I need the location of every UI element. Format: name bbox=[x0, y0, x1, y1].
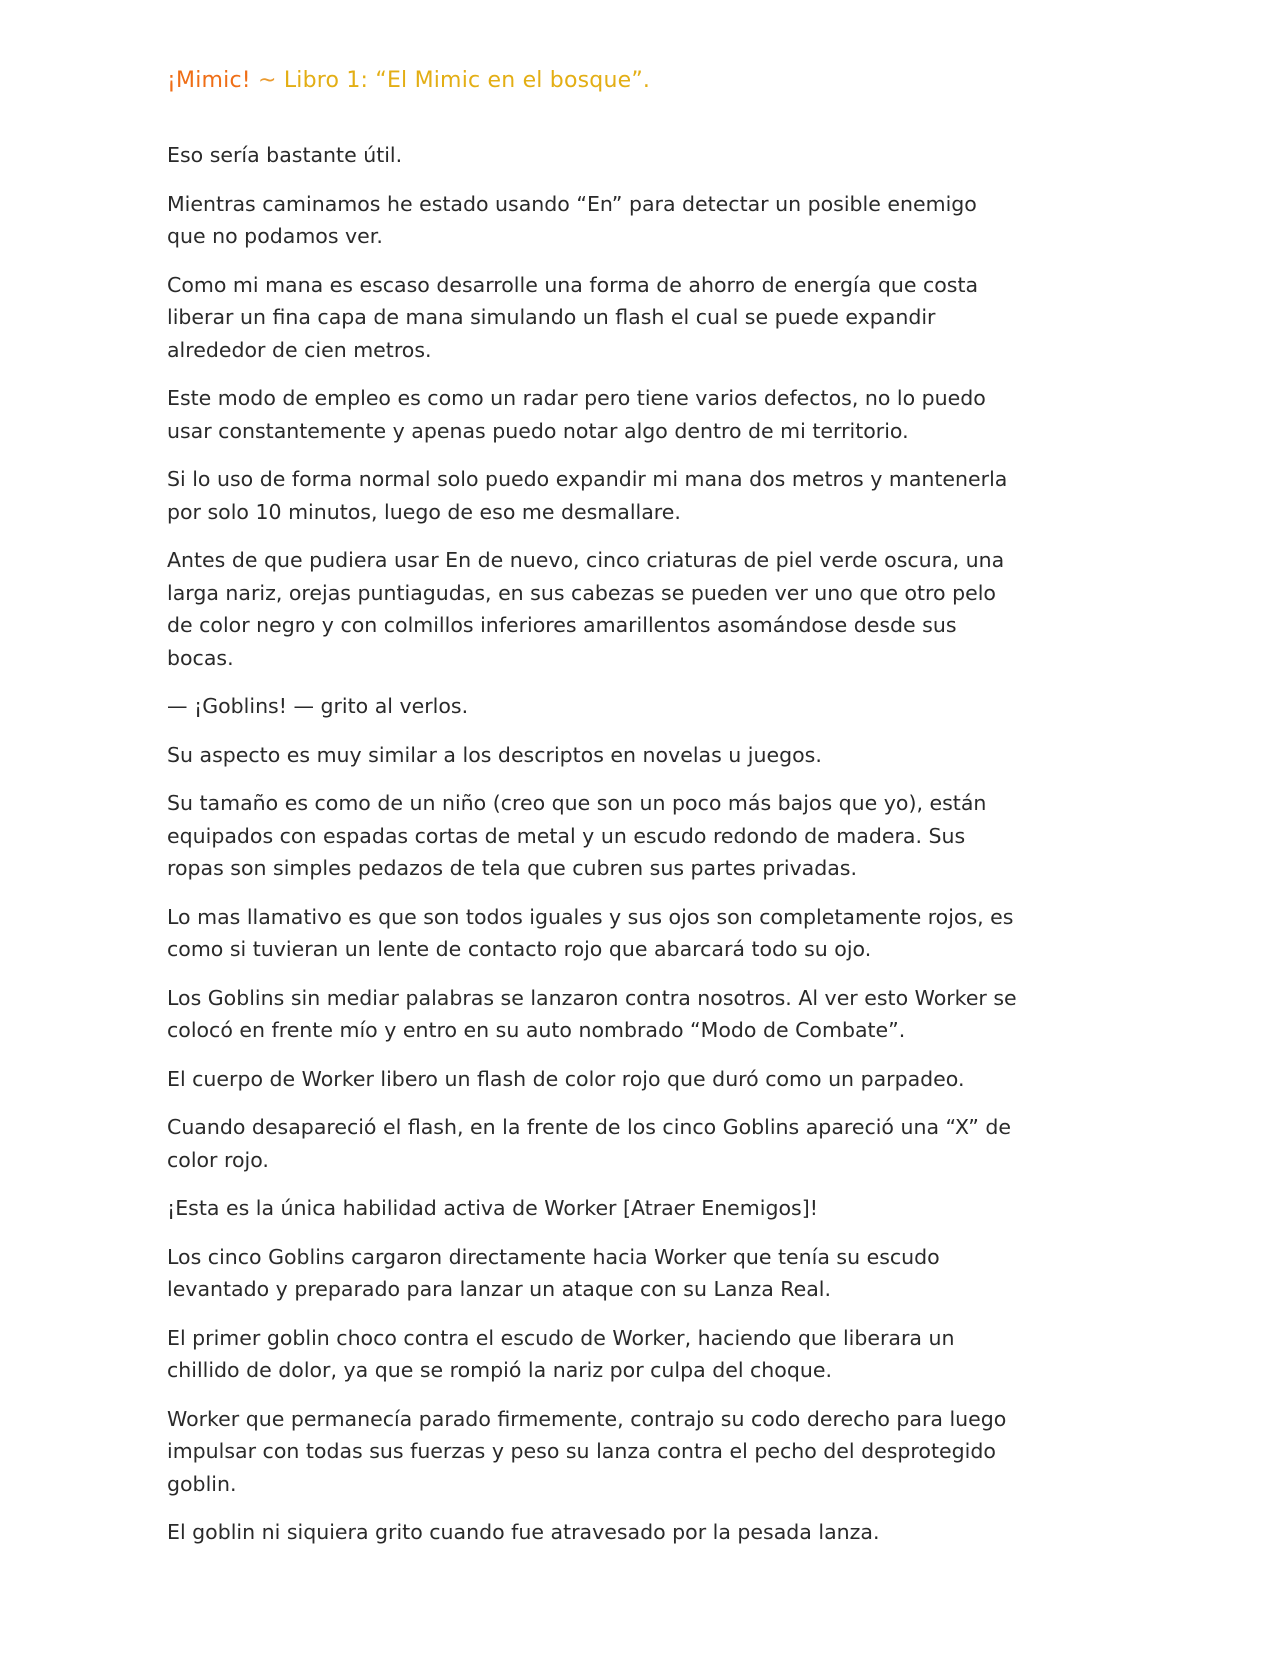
paragraph: Antes de que pudiera usar En de nuevo, cinco criaturas de piel verde oscura, una larga nariz, orejas puntiagudas, en sus cabezas se pueden ver uno que otro pelo de color negro y con colmillos inferiores amarillentos asomándose desde sus bocas. bbox=[167, 548, 1005, 670]
paragraph: El primer goblin choco contra el escudo de Worker, haciendo que liberara un chillido de dolor, ya que se rompió la nariz por culpa del choque. bbox=[167, 1325, 955, 1382]
paragraph: El cuerpo de Worker libero un flash de color rojo que duró como un parpadeo. bbox=[167, 1066, 965, 1091]
paragraph: Eso sería bastante útil. bbox=[167, 143, 403, 167]
paragraph: Su aspecto es muy similar a los descriptos en novelas u juegos. bbox=[167, 742, 822, 767]
header-separator: ~ bbox=[250, 68, 284, 93]
paragraph: Si lo uso de forma normal solo puedo expandir mi mana dos metros y mantenerla por solo 10 minutos, luego de eso me desmallare. bbox=[167, 467, 1008, 524]
paragraph: Cuando desapareció el flash, en la frente de los cinco Goblins apareció una “X” de color rojo. bbox=[167, 1115, 1011, 1172]
running-header bbox=[167, 68, 650, 93]
paragraph: El goblin ni siquiera grito cuando fue atravesado por la pesada lanza. bbox=[167, 1520, 880, 1544]
book-title: Libro 1: “El Mimic en el bosque”. bbox=[283, 68, 651, 93]
dialogue-line: — ¡Goblins! — grito al verlos. bbox=[167, 694, 469, 718]
series-title: ¡Mimic! bbox=[167, 68, 251, 93]
paragraph: Los Goblins sin mediar palabras se lanzaron contra nosotros. Al ver esto Worker se colocó en frente mío y entro en su auto nombrado “Modo de Combate”. bbox=[167, 985, 1017, 1042]
paragraph: ¡Esta es la única habilidad activa de Worker [Atraer Enemigos]! bbox=[167, 1196, 818, 1220]
paragraph: Su tamaño es como de un niño (creo que son un poco más bajos que yo), están equipados con espadas cortas de metal y un escudo redondo de madera. Sus ropas son simples pedazos de tela que cubren sus partes privadas. bbox=[167, 791, 987, 880]
paragraph: Como mi mana es escaso desarrolle una forma de ahorro de energía que costa liberar un fina capa de mana simulando un flash el cual se puede expandir alrededor de cien metros. bbox=[167, 272, 979, 362]
paragraph: Lo mas llamativo es que son todos iguales y sus ojos son completamente rojos, es como si tuvieran un lente de contacto rojo que abarcará todo su ojo. bbox=[167, 904, 1014, 961]
paragraph: Este modo de empleo es como un radar pero tiene varios defectos, no lo puedo usar constantemente y apenas puedo notar algo dentro de mi territorio. bbox=[167, 386, 986, 443]
paragraph: Los cinco Goblins cargaron directamente hacia Worker que tenía su escudo levantado y preparado para lanzar un ataque con su Lanza Real. bbox=[167, 1244, 940, 1301]
paragraph: Worker que permanecía parado firmemente, contrajo su codo derecho para luego impulsar con todas sus fuerzas y peso su lanza contra el pecho del desprotegido goblin. bbox=[167, 1406, 1007, 1496]
document-body bbox=[167, 139, 1017, 1565]
paragraph: Mientras caminamos he estado usando “En” para detectar un posible enemigo que no podamos ver. bbox=[167, 191, 977, 248]
